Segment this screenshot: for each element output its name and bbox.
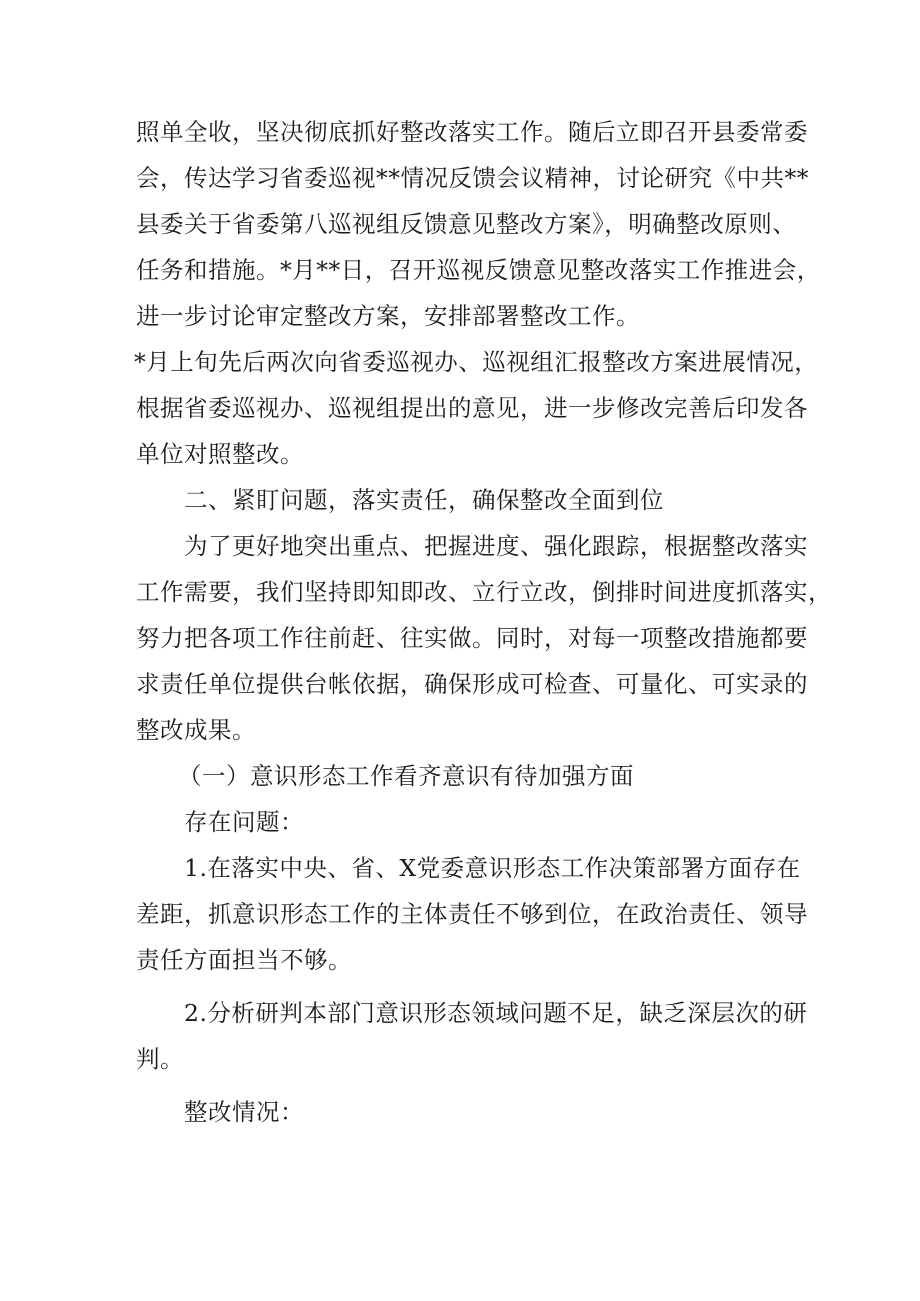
paragraph-line: 整改成果。 — [136, 716, 256, 744]
label-rectification-status: 整改情况： — [184, 1098, 304, 1126]
paragraph-line: 工作需要，我们坚持即知即改、立行立改，倒排时间进度抓落实， — [136, 578, 832, 606]
list-item-line: 2.分析研判本部门意识形态领域问题不足，缺乏深层次的研 — [184, 999, 808, 1027]
section-heading: 二、紧盯问题，落实责任，确保整改全面到位 — [184, 486, 664, 514]
paragraph-line: 单位对照整改。 — [136, 440, 304, 468]
paragraph-line: 会，传达学习省委巡视**情况反馈会议精神，讨论研究《中共** — [136, 164, 809, 192]
paragraph-line: 进一步讨论审定整改方案，安排部署整改工作。 — [136, 302, 640, 330]
paragraph-line: 根据省委巡视办、巡视组提出的意见，进一步修改完善后印发各 — [136, 394, 808, 422]
list-item-line: 责任方面担当不够。 — [136, 946, 352, 974]
paragraph-line: 努力把各项工作往前赶、往实做。同时，对每一项整改措施都要 — [136, 624, 808, 652]
subsection-heading: （一）意识形态工作看齐意识有待加强方面 — [178, 762, 634, 790]
paragraph-line: 求责任单位提供台帐依据，确保形成可检查、可量化、可实录的 — [136, 670, 808, 698]
list-item-line: 判。 — [136, 1045, 184, 1073]
label-existing-problems: 存在问题： — [184, 808, 304, 836]
list-item-line: 差距，抓意识形态工作的主体责任不够到位，在政治责任、领导 — [136, 900, 808, 928]
list-item-line: 1.在落实中央、省、X党委意识形态工作决策部署方面存在 — [184, 854, 801, 882]
paragraph-line: 照单全收，坚决彻底抓好整改落实工作。随后立即召开县委常委 — [136, 118, 808, 146]
paragraph-line: 为了更好地突出重点、把握进度、强化跟踪，根据整改落实 — [184, 532, 808, 560]
paragraph-line: *月上旬先后两次向省委巡视办、巡视组汇报整改方案进展情况， — [134, 348, 819, 376]
paragraph-line: 县委关于省委第八巡视组反馈意见整改方案》，明确整改原则、 — [136, 210, 797, 238]
paragraph-line: 任务和措施。*月**日，召开巡视反馈意见整改落实工作推进会， — [136, 256, 821, 284]
